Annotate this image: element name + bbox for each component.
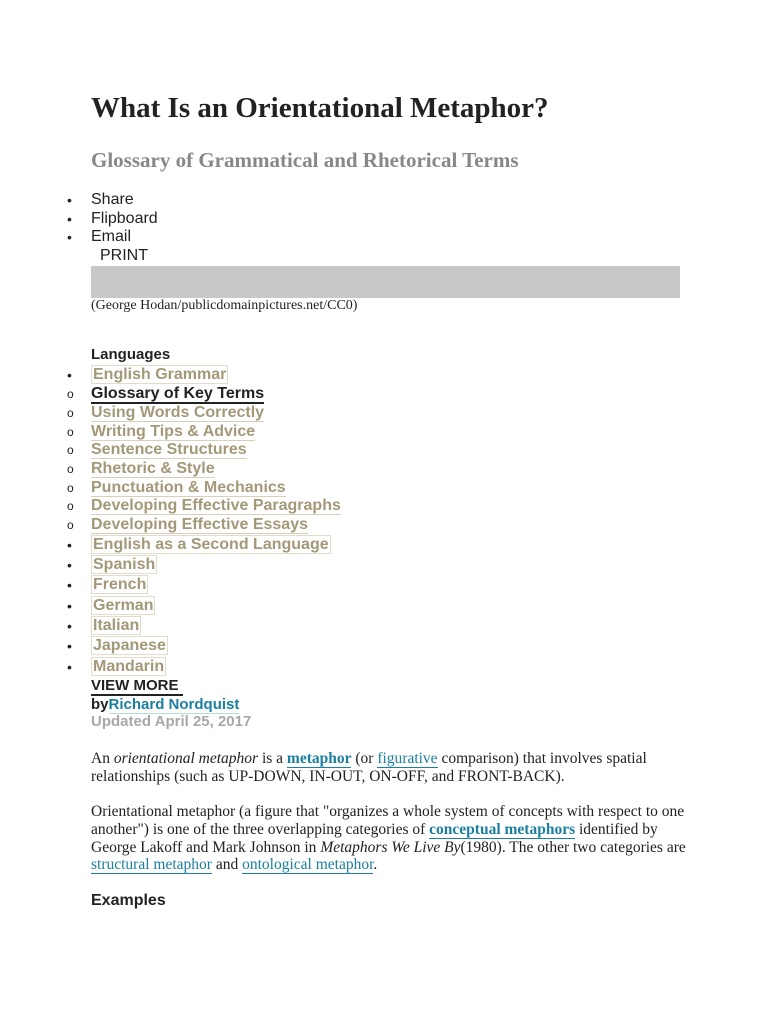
nav-item-writing-tips [91,423,341,442]
nav-link-glossary-of-key-terms[interactable]: Glossary of Key Terms [91,385,265,403]
nav-link-italian[interactable]: Italian [93,616,140,634]
nav-item-spanish [91,555,341,575]
print-button[interactable]: PRINT [100,247,148,264]
author-link[interactable]: Richard Nordquist [108,696,240,713]
paragraph-definition [91,750,691,786]
page-title: What Is an Orientational Metaphor? [91,92,549,124]
nav-link-effective-paragraphs[interactable]: Developing Effective Paragraphs [91,497,341,515]
updated-date: Updated April 25, 2017 [91,713,252,730]
nav-item-esl [91,535,341,555]
link-structural-metaphor[interactable]: structural metaphor [91,856,212,874]
nav-item-glossary [91,385,341,404]
nav-item-paragraphs [91,497,341,516]
share-list [91,191,158,247]
view-more-link[interactable]: VIEW MORE [91,677,183,696]
nav-link-french[interactable]: French [93,576,147,594]
nav-link-english-grammar[interactable]: English Grammar [93,366,227,383]
text-span: . [373,856,378,874]
nav-item-mandarin [91,657,341,677]
share-item-flipboard[interactable]: • Flipboard [91,210,158,229]
byline [91,696,239,713]
text-span: comparison) that involves spatial relationships (such as UP-DOWN, IN-OUT, ON-OFF, and FRONT-BACK). [91,750,647,785]
text-span: and [211,856,243,874]
link-metaphor[interactable]: metaphor [286,750,352,767]
article-image [91,266,680,298]
examples-heading: Examples [91,892,166,909]
nav-link-writing-tips[interactable]: Writing Tips & Advice [91,422,256,440]
nav-link-esl[interactable]: English as a Second Language [93,535,329,553]
nav-link-mandarin[interactable]: Mandarin [93,657,165,675]
nav-item-sentence-structures [91,441,341,460]
text-span: (1980). The other two categories are [460,838,686,856]
italic-term: orientational metaphor [113,750,259,767]
image-caption: (George Hodan/publicdomainpictures.net/CC0) [91,298,358,313]
nav-link-punctuation-mechanics[interactable]: Punctuation & Mechanics [91,478,286,496]
byline-prefix: by [91,696,109,713]
nav-link-german[interactable]: German [93,596,154,614]
text-span: identified by George Lakoff and Mark Johnson in [91,820,658,856]
paragraph-categories [91,803,691,874]
nav-item-french [91,575,341,595]
nav-item-punctuation [91,479,341,498]
nav-link-using-words-correctly[interactable]: Using Words Correctly [91,403,265,421]
nav-item-rhetoric-style [91,460,341,479]
nav-link-japanese[interactable]: Japanese [93,637,166,655]
nav-link-spanish[interactable]: Spanish [93,556,156,574]
share-item-email[interactable]: • Email [91,228,158,247]
nav-item-essays [91,516,341,535]
text-span: (or [351,750,378,767]
nav-item-italian [91,616,341,636]
languages-heading[interactable]: Languages [91,346,171,363]
nav-list [91,365,341,677]
nav-item-using-words [91,404,341,423]
nav-item-japanese [91,636,341,656]
italic-book-title: Metaphors We Live By [320,838,461,856]
nav-item-german [91,596,341,616]
nav-link-sentence-structures[interactable]: Sentence Structures [91,441,247,459]
text-span: An [91,750,114,767]
link-ontological-metaphor[interactable]: ontological metaphor [242,856,374,874]
nav-link-rhetoric-style[interactable]: Rhetoric & Style [91,460,215,478]
text-span: Orientational metaphor (a figure that "organizes a whole system of concepts with respect to one another") is one of the three overlapping categories of [91,803,685,838]
nav-link-effective-essays[interactable]: Developing Effective Essays [91,516,308,534]
link-figurative[interactable]: figurative [377,750,438,767]
link-conceptual-metaphors[interactable]: conceptual metaphors [429,820,576,838]
share-item-share[interactable]: • Share [91,191,158,210]
text-span: is a [258,750,287,767]
page-subtitle: Glossary of Grammatical and Rhetorical Terms [91,148,519,172]
nav-item-english-grammar [91,365,341,385]
